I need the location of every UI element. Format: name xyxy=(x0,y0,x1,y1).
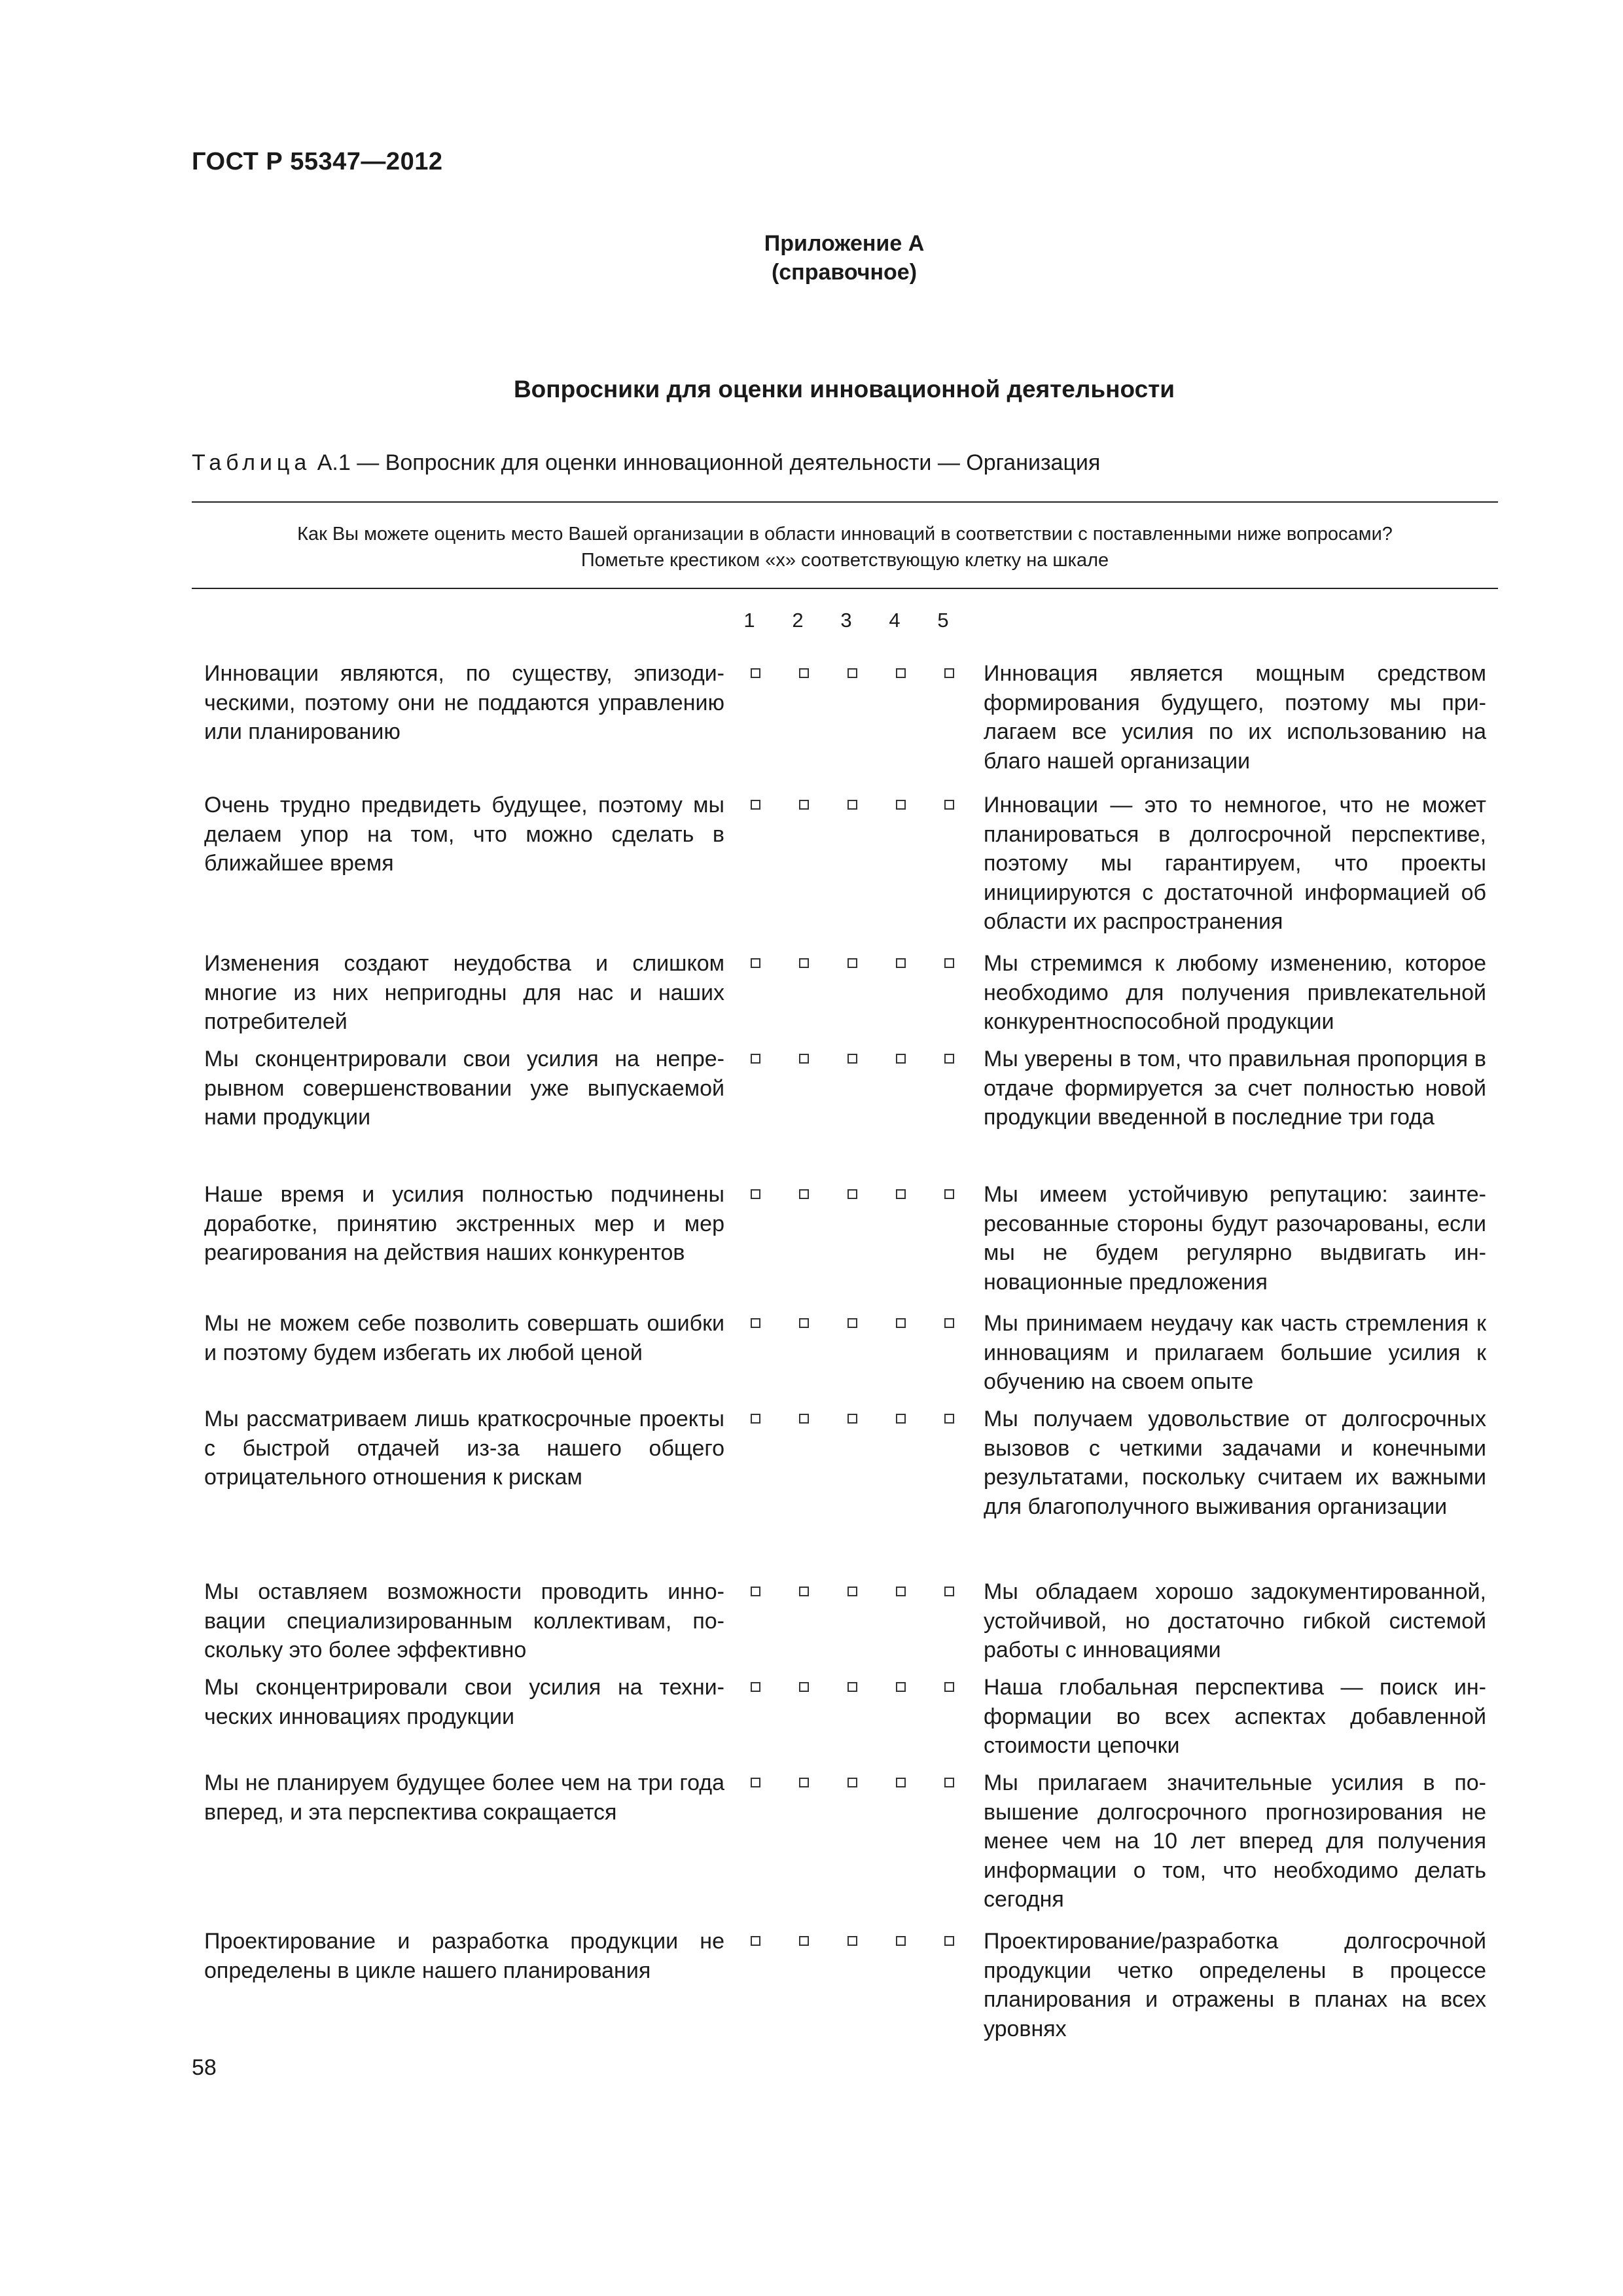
rating-checkbox-2[interactable] xyxy=(799,1318,809,1328)
rating-checkbox-2[interactable] xyxy=(799,1414,809,1424)
statement-right: Мы имеем устойчивую репутацию: заинтересованные стороны будут разочарованы, если мы не будем регулярно выдвигать инновационные предложения xyxy=(984,1182,1486,1295)
statement-left: Мы сконцентрировали свои усилия на непрерывном совершенствовании уже выпускаемой нами продукции xyxy=(204,1047,724,1130)
table-header-rule xyxy=(192,588,1498,589)
rating-checkbox-3[interactable] xyxy=(847,668,857,678)
table-caption-text: А.1 — Вопросник для оценки инновационной деятельности — Организация xyxy=(311,450,1101,475)
rating-checkbox-2[interactable] xyxy=(799,1778,809,1787)
statement-left: Мы не можем себе позволить совершать ошибки и поэтому будем избегать их любой ценой xyxy=(204,1311,724,1365)
scale-label-2: 2 xyxy=(792,609,804,632)
rating-checkbox-4[interactable] xyxy=(896,1414,906,1424)
statement-left: Наше время и усилия полностью подчинены доработке, принятию экстренных мер и мер реагирования на действия наших конкурентов xyxy=(204,1182,724,1265)
statement-left: Инновации являются, по существу, эпизодическими, поэтому они не поддаются управлению или планированию xyxy=(204,661,724,744)
statement-right: Проектирование/разработка долгосрочной продукции четко определены в процессе планирования и отражены в планах на всех уровнях xyxy=(984,1929,1486,2041)
rating-checkbox-3[interactable] xyxy=(847,1682,857,1692)
scale-label-1: 1 xyxy=(743,609,755,632)
rating-checkbox-2[interactable] xyxy=(799,668,809,678)
rating-checkbox-3[interactable] xyxy=(847,1189,857,1199)
scale-label-4: 4 xyxy=(889,609,901,632)
rating-checkbox-3[interactable] xyxy=(847,1587,857,1596)
rating-checkbox-4[interactable] xyxy=(896,1936,906,1946)
table-instruction xyxy=(192,521,1498,573)
rating-checkbox-4[interactable] xyxy=(896,1682,906,1692)
rating-checkbox-5[interactable] xyxy=(944,1587,954,1596)
statement-left: Изменения создают неудобства и слишком многие из них непригодны для нас и наших потребителей xyxy=(204,951,724,1034)
document-code: ГОСТ Р 55347—2012 xyxy=(192,148,443,175)
rating-checkbox-1[interactable] xyxy=(751,1414,760,1424)
rating-checkbox-5[interactable] xyxy=(944,958,954,968)
rating-checkbox-5[interactable] xyxy=(944,1054,954,1064)
statement-right: Мы уверены в том, что правильная пропорция в отдаче формируется за счет полностью новой продукции введенной в последние три года xyxy=(984,1047,1486,1130)
annex-subtitle: (справочное) xyxy=(771,260,918,285)
rating-checkbox-1[interactable] xyxy=(751,800,760,810)
rating-checkbox-3[interactable] xyxy=(847,800,857,810)
rating-checkbox-4[interactable] xyxy=(896,1778,906,1787)
rating-checkbox-5[interactable] xyxy=(944,1778,954,1787)
rating-checkbox-5[interactable] xyxy=(944,1414,954,1424)
rating-checkbox-1[interactable] xyxy=(751,1778,760,1787)
statement-left: Мы рассматриваем лишь краткосрочные проекты с быстрой отдачей из-за нашего общего отрицательного отношения к рискам xyxy=(204,1407,724,1490)
statement-left: Проектирование и разработка продукции не определены в цикле нашего планирования xyxy=(204,1929,724,1983)
statement-left: Очень трудно предвидеть будущее, поэтому мы делаем упор на том, что можно сделать в ближайшее время xyxy=(204,793,724,876)
annex-heading xyxy=(0,229,1623,287)
rating-checkbox-3[interactable] xyxy=(847,1778,857,1787)
rating-checkbox-2[interactable] xyxy=(799,1936,809,1946)
statement-right: Инновации — это то немногое, что не может планироваться в долгосрочной перспективе, поэтому мы гарантируем, что проекты инициируются с достаточной информацией об области их распространения xyxy=(984,793,1486,934)
instruction-line-1: Как Вы можете оценить место Вашей организации в области инноваций в соответствии с поставленными ниже вопросами? xyxy=(297,524,1393,545)
scale-label-5: 5 xyxy=(937,609,949,632)
rating-checkbox-1[interactable] xyxy=(751,1587,760,1596)
rating-checkbox-2[interactable] xyxy=(799,1587,809,1596)
rating-checkbox-2[interactable] xyxy=(799,958,809,968)
rating-checkbox-3[interactable] xyxy=(847,1414,857,1424)
rating-checkbox-3[interactable] xyxy=(847,958,857,968)
rating-checkbox-4[interactable] xyxy=(896,1054,906,1064)
rating-checkbox-1[interactable] xyxy=(751,1054,760,1064)
scale-label-3: 3 xyxy=(840,609,852,632)
statement-right: Инновация является мощным средством формирования будущего, поэтому мы прилагаем все усилия по их использованию на благо нашей организации xyxy=(984,661,1486,774)
statement-right: Мы стремимся к любому изменению, которое необходимо для получения привлекательной конкурентноспособной продукции xyxy=(984,951,1486,1034)
rating-checkbox-5[interactable] xyxy=(944,1189,954,1199)
statement-right: Мы прилагаем значительные усилия в повышение долгосрочного прогнозирования не менее чем на 10 лет вперед для получения информации о том, что необходимо делать сегодня xyxy=(984,1770,1486,1912)
page-number: 58 xyxy=(192,2055,217,2080)
rating-checkbox-4[interactable] xyxy=(896,1318,906,1328)
rating-checkbox-1[interactable] xyxy=(751,1189,760,1199)
rating-checkbox-4[interactable] xyxy=(896,1587,906,1596)
rating-checkbox-2[interactable] xyxy=(799,1054,809,1064)
rating-checkbox-1[interactable] xyxy=(751,1318,760,1328)
table-top-rule xyxy=(192,501,1498,503)
rating-checkbox-1[interactable] xyxy=(751,668,760,678)
rating-checkbox-2[interactable] xyxy=(799,1189,809,1199)
rating-checkbox-3[interactable] xyxy=(847,1054,857,1064)
statement-left: Мы оставляем возможности проводить инновации специализированным коллективам, поскольку это более эффективно xyxy=(204,1579,724,1662)
rating-checkbox-5[interactable] xyxy=(944,668,954,678)
rating-checkbox-3[interactable] xyxy=(847,1936,857,1946)
rating-checkbox-1[interactable] xyxy=(751,958,760,968)
rating-checkbox-4[interactable] xyxy=(896,958,906,968)
rating-checkbox-4[interactable] xyxy=(896,800,906,810)
table-caption xyxy=(192,450,1100,476)
rating-checkbox-5[interactable] xyxy=(944,1682,954,1692)
rating-checkbox-1[interactable] xyxy=(751,1682,760,1692)
rating-checkbox-5[interactable] xyxy=(944,1936,954,1946)
rating-checkbox-1[interactable] xyxy=(751,1936,760,1946)
section-title: Вопросники для оценки инновационной деятельности xyxy=(513,376,1175,403)
table-caption-label: Таблица xyxy=(192,450,312,475)
rating-checkbox-2[interactable] xyxy=(799,800,809,810)
statement-right: Мы обладаем хорошо задокументированной, устойчивой, но достаточно гибкой системой работы с инновациями xyxy=(984,1579,1486,1662)
statement-left: Мы не планируем будущее более чем на три года вперед, и эта перспектива сокращается xyxy=(204,1770,724,1825)
annex-title: Приложение А xyxy=(764,231,925,256)
statement-right: Наша глобальная перспектива — поиск информации во всех аспектах добавленной стоимости цепочки xyxy=(984,1675,1486,1758)
rating-checkbox-4[interactable] xyxy=(896,668,906,678)
rating-checkbox-5[interactable] xyxy=(944,800,954,810)
statement-right: Мы принимаем неудачу как часть стремления к инновациям и прилагаем большие усилия к обучению на своем опыте xyxy=(984,1311,1486,1394)
rating-checkbox-4[interactable] xyxy=(896,1189,906,1199)
statement-left: Мы сконцентрировали свои усилия на технических инновациях продукции xyxy=(204,1675,724,1729)
rating-checkbox-3[interactable] xyxy=(847,1318,857,1328)
rating-checkbox-5[interactable] xyxy=(944,1318,954,1328)
instruction-line-2: Пометьте крестиком «х» соответствующую клетку на шкале xyxy=(580,550,1109,571)
statement-right: Мы получаем удовольствие от долгосрочных вызовов с четкими задачами и конечными результатами, поскольку считаем их важными для благополучного выживания организации xyxy=(984,1407,1486,1519)
rating-checkbox-2[interactable] xyxy=(799,1682,809,1692)
